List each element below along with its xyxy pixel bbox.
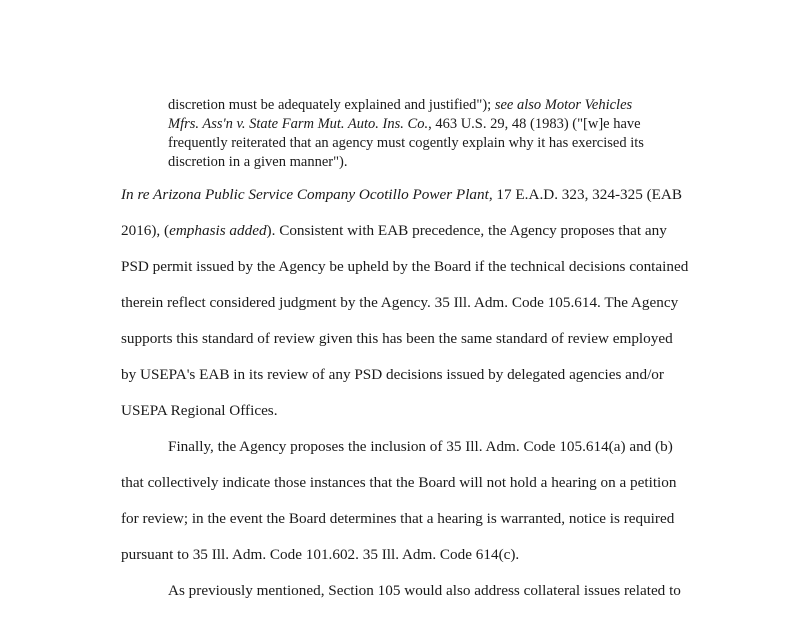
citation-italic: see also Motor Vehicles: [494, 97, 633, 113]
paragraph-start-line: Finally, the Agency proposes the inclusion of 35 Ill. Adm. Code 105.614(a) and (b): [168, 438, 673, 455]
paragraph-start-line: As previously mentioned, Section 105 would also address collateral issues related to: [168, 582, 681, 599]
body-line: In re Arizona Public Service Company Ocotillo Power Plant, 17 E.A.D. 323, 324-325 (EAB: [121, 186, 683, 203]
body-line: therein reflect considered judgment by the Agency. 35 Ill. Adm. Code 105.614. The Agency: [121, 294, 679, 311]
body-line: for review; in the event the Board determines that a hearing is warranted, notice is required: [121, 510, 675, 527]
quote-line: discretion must be adequately explained and justified"); see also Motor Vehicles: [168, 97, 633, 113]
body-line: that collectively indicate those instances that the Board will not hold a hearing on a petition: [121, 474, 677, 491]
body-line: by USEPA's EAB in its review of any PSD decisions issued by delegated agencies and/or: [121, 366, 664, 383]
body-line: pursuant to 35 Ill. Adm. Code 101.602. 35 Ill. Adm. Code 614(c).: [121, 546, 520, 563]
quote-line: discretion in a given manner").: [168, 154, 348, 170]
body-line: supports this standard of review given this has been the same standard of review employed: [121, 330, 673, 347]
case-citation: In re Arizona Public Service Company Ocotillo Power Plant,: [121, 186, 493, 203]
quote-line: Mfrs. Ass'n v. State Farm Mut. Auto. Ins. Co., 463 U.S. 29, 48 (1983) ("[w]e have: [168, 116, 641, 132]
citation-italic: Mfrs. Ass'n v. State Farm Mut. Auto. Ins. Co.: [168, 116, 429, 132]
body-line: 2016), (emphasis added). Consistent with EAB precedence, the Agency proposes that any: [121, 222, 667, 239]
emphasis-note: emphasis added: [169, 222, 267, 239]
body-line: USEPA Regional Offices.: [121, 402, 278, 419]
body-line: PSD permit issued by the Agency be upheld by the Board if the technical decisions contained: [121, 258, 689, 275]
block-quote: [168, 96, 698, 172]
quote-line: frequently reiterated that an agency must cogently explain why it has exercised its: [168, 135, 644, 151]
